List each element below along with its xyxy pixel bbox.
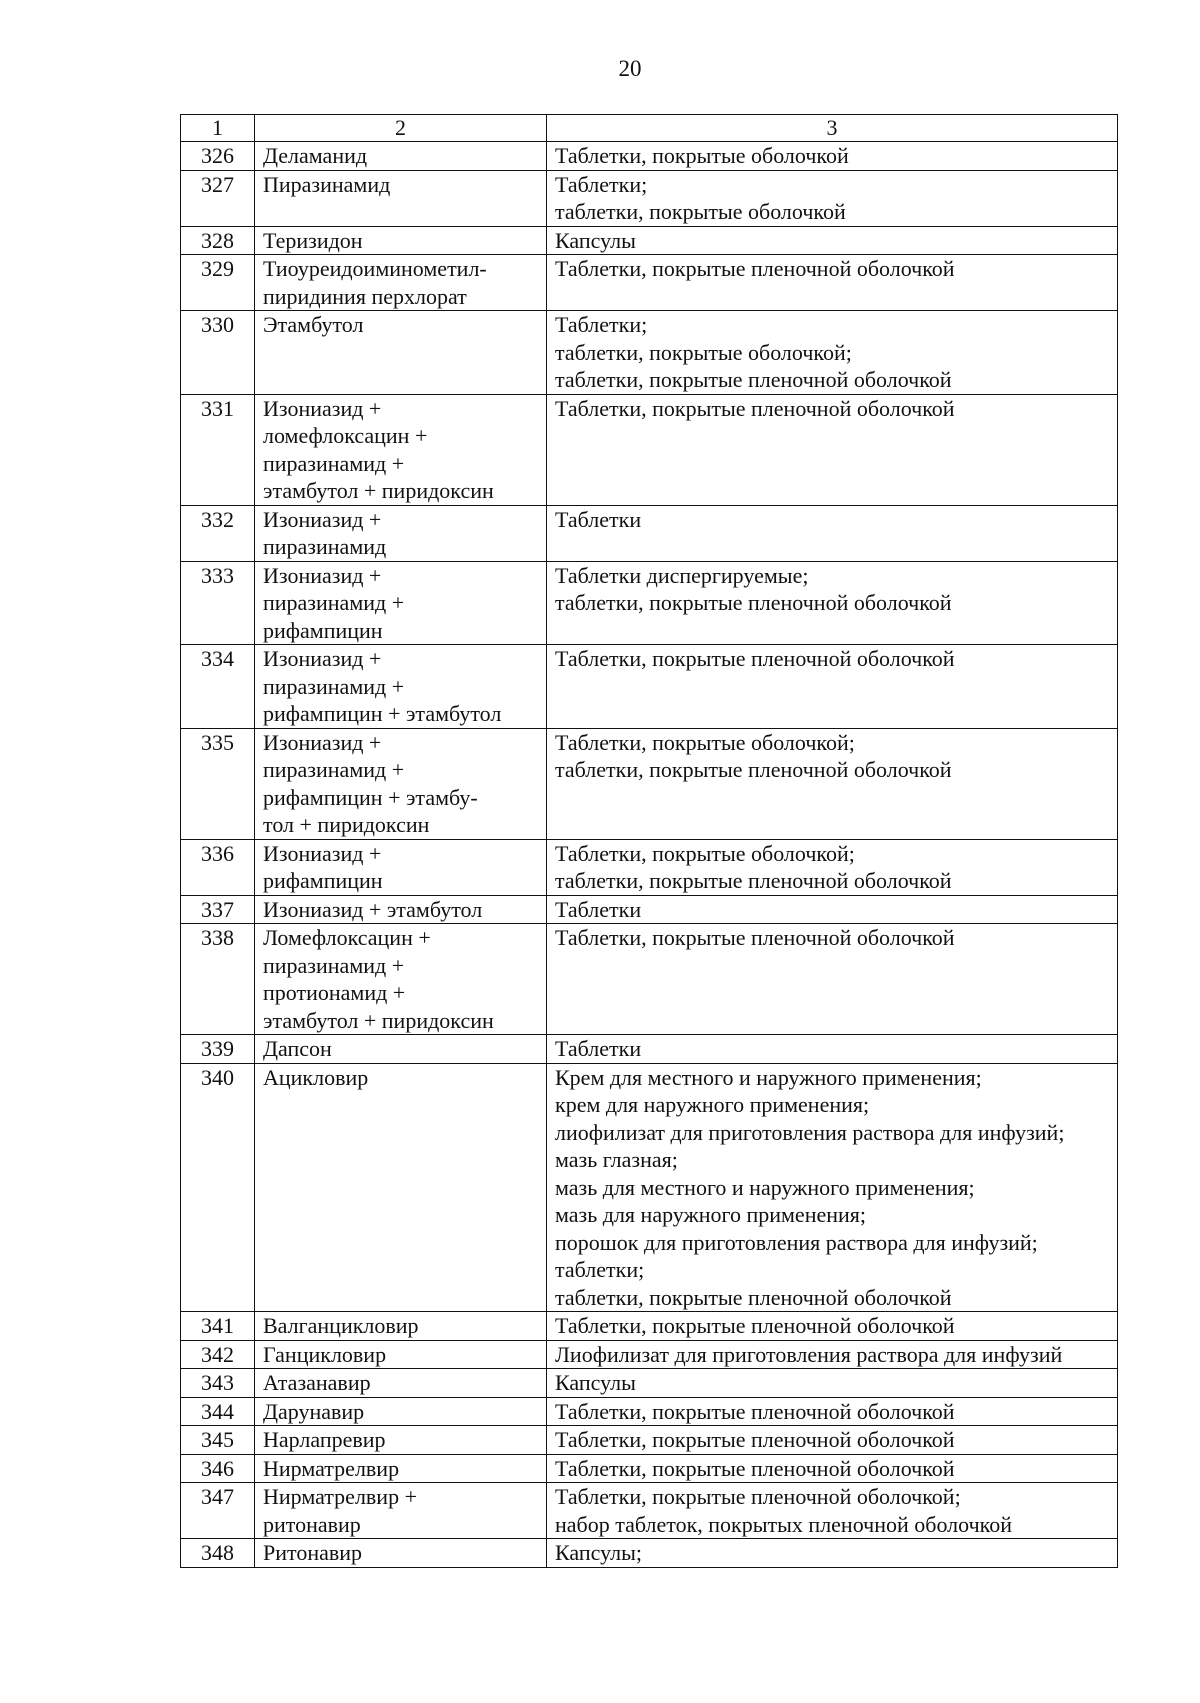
- dosage-form-line: таблетки, покрытые пленочной оболочкой: [555, 1284, 952, 1310]
- dosage-form-line: Таблетки, покрытые пленочной оболочкой: [555, 256, 955, 281]
- dosage-form-cell: [547, 924, 1118, 1035]
- drug-name-line: Ломефлоксацин +: [263, 925, 431, 950]
- dosage-form-line: Таблетки диспергируемые;: [555, 562, 809, 588]
- dosage-form-cell: [547, 1483, 1118, 1539]
- dosage-form-cell: [547, 1397, 1118, 1426]
- drug-name-line: Теризидон: [263, 227, 363, 253]
- drug-name-cell: [255, 311, 547, 395]
- drug-name-line: Тиоуреидоиминометил-: [263, 256, 487, 281]
- drug-name-line: Пиразинамид: [263, 171, 391, 197]
- drug-name-cell: [255, 1426, 547, 1455]
- dosage-form-line: мазь для местного и наружного применения;: [555, 1174, 975, 1200]
- drug-name-line: пиразинамид: [263, 534, 387, 559]
- dosage-form-cell: [547, 561, 1118, 645]
- dosage-form-line: крем для наружного применения;: [555, 1092, 870, 1117]
- table-row: [181, 1369, 1118, 1398]
- dosage-form-line: Капсулы: [555, 1370, 636, 1395]
- dosage-form-line: мазь глазная;: [555, 1147, 678, 1172]
- drug-name-cell: [255, 895, 547, 924]
- drug-name-cell: [255, 170, 547, 226]
- dosage-form-cell: [547, 728, 1118, 839]
- dosage-form-line: Капсулы;: [555, 1540, 643, 1565]
- dosage-form-line: таблетки;: [555, 1257, 645, 1282]
- drug-name-cell: [255, 645, 547, 729]
- table-row: [181, 895, 1118, 924]
- drug-name-line: ритонавир: [263, 1511, 361, 1537]
- table-row: [181, 170, 1118, 226]
- dosage-form-cell: [547, 1063, 1118, 1312]
- row-number: 342: [181, 1340, 255, 1369]
- drug-name-cell: [255, 1539, 547, 1568]
- dosage-form-line: Крем для местного и наружного применения;: [555, 1064, 982, 1090]
- drug-name-line: пиразинамид +: [263, 757, 405, 782]
- row-number: 337: [181, 895, 255, 924]
- drug-name-line: пиразинамид +: [263, 673, 405, 699]
- table-row: [181, 255, 1118, 311]
- column-header-1: 1: [181, 115, 255, 142]
- dosage-form-cell: [547, 839, 1118, 895]
- row-number: 335: [181, 728, 255, 839]
- dosage-form-line: набор таблеток, покрытых пленочной оболочкой: [555, 1511, 1012, 1537]
- dosage-form-line: Таблетки, покрытые пленочной оболочкой: [555, 646, 955, 671]
- drug-name-cell: [255, 394, 547, 505]
- dosage-form-line: Таблетки, покрытые оболочкой;: [555, 840, 855, 866]
- drug-name-line: рифампицин: [263, 868, 383, 893]
- drug-name-line: Ритонавир: [263, 1540, 363, 1565]
- dosage-form-line: таблетки, покрытые пленочной оболочкой: [555, 868, 952, 893]
- drug-name-cell: [255, 1369, 547, 1398]
- table-header-row: [181, 115, 1118, 142]
- drug-name-line: Изониазид +: [263, 729, 382, 755]
- drug-name-cell: [255, 924, 547, 1035]
- dosage-form-line: Таблетки: [555, 506, 642, 532]
- drug-name-cell: [255, 1483, 547, 1539]
- dosage-form-cell: [547, 394, 1118, 505]
- dosage-form-line: лиофилизат для приготовления раствора для инфузий;: [555, 1119, 1065, 1145]
- dosage-form-line: таблетки, покрытые пленочной оболочкой: [555, 590, 952, 615]
- dosage-form-cell: [547, 645, 1118, 729]
- row-number: 341: [181, 1312, 255, 1341]
- drug-name-line: пиразинамид +: [263, 952, 405, 978]
- drug-name-line: Изониазид +: [263, 562, 382, 588]
- drug-name-line: рифампицин + этамбутол: [263, 701, 502, 726]
- row-number: 328: [181, 226, 255, 255]
- drug-name-line: Изониазид +: [263, 506, 382, 532]
- drug-table: [180, 114, 1118, 1568]
- row-number: 343: [181, 1369, 255, 1398]
- drug-name-line: тол + пиридоксин: [263, 812, 430, 837]
- drug-name-line: Нарлапревир: [263, 1427, 386, 1452]
- dosage-form-cell: [547, 1454, 1118, 1483]
- drug-name-line: Изониазид +: [263, 395, 382, 421]
- drug-name-line: протионамид +: [263, 980, 406, 1005]
- dosage-form-line: Таблетки;: [555, 171, 648, 197]
- page-number: 20: [618, 56, 642, 81]
- column-header-3: 3: [547, 115, 1118, 142]
- row-number: 348: [181, 1539, 255, 1568]
- row-number: 326: [181, 142, 255, 171]
- drug-name-cell: [255, 1312, 547, 1341]
- drug-name-cell: [255, 1063, 547, 1312]
- row-number: 340: [181, 1063, 255, 1312]
- table-row: [181, 394, 1118, 505]
- table-row: [181, 1063, 1118, 1312]
- drug-name-line: Валганцикловир: [263, 1313, 419, 1338]
- drug-name-line: этамбутол + пиридоксин: [263, 478, 494, 503]
- drug-name-cell: [255, 142, 547, 171]
- row-number: 339: [181, 1035, 255, 1064]
- row-number: 345: [181, 1426, 255, 1455]
- column-header-2: 2: [255, 115, 547, 142]
- dosage-form-line: порошок для приготовления раствора для инфузий;: [555, 1229, 1038, 1255]
- table-row: [181, 839, 1118, 895]
- drug-name-line: пиразинамид +: [263, 590, 405, 615]
- drug-name-line: Изониазид +: [263, 840, 382, 866]
- table-row: [181, 1312, 1118, 1341]
- dosage-form-line: таблетки, покрытые оболочкой;: [555, 339, 852, 365]
- table-row: [181, 505, 1118, 561]
- drug-name-cell: [255, 1454, 547, 1483]
- dosage-form-line: таблетки, покрытые оболочкой: [555, 199, 846, 224]
- drug-name-cell: [255, 255, 547, 311]
- dosage-form-line: Таблетки, покрытые пленочной оболочкой: [555, 395, 955, 421]
- dosage-form-cell: [547, 1035, 1118, 1064]
- row-number: 336: [181, 839, 255, 895]
- table-row: [181, 1483, 1118, 1539]
- drug-name-line: этамбутол + пиридоксин: [263, 1007, 494, 1033]
- dosage-form-line: Таблетки, покрытые оболочкой: [555, 143, 849, 168]
- dosage-form-cell: [547, 1312, 1118, 1341]
- table-row: [181, 226, 1118, 255]
- dosage-form-line: Таблетки, покрытые пленочной оболочкой: [555, 1427, 955, 1452]
- drug-name-cell: [255, 839, 547, 895]
- table-row: [181, 645, 1118, 729]
- drug-name-line: Дарунавир: [263, 1398, 365, 1424]
- drug-name-line: Ганцикловир: [263, 1341, 387, 1367]
- dosage-form-cell: [547, 1340, 1118, 1369]
- row-number: 327: [181, 170, 255, 226]
- drug-name-line: Дапсон: [263, 1036, 332, 1061]
- row-number: 347: [181, 1483, 255, 1539]
- table-body: [181, 142, 1118, 1568]
- dosage-form-line: таблетки, покрытые пленочной оболочкой: [555, 367, 952, 392]
- drug-name-cell: [255, 226, 547, 255]
- dosage-form-line: Таблетки, покрытые пленочной оболочкой: [555, 1398, 955, 1424]
- drug-name-line: рифампицин + этамбу-: [263, 784, 478, 810]
- dosage-form-line: Таблетки, покрытые пленочной оболочкой: [555, 1313, 955, 1338]
- dosage-form-cell: [547, 311, 1118, 395]
- dosage-form-line: мазь для наружного применения;: [555, 1202, 867, 1227]
- row-number: 331: [181, 394, 255, 505]
- dosage-form-cell: [547, 170, 1118, 226]
- drug-name-cell: [255, 505, 547, 561]
- table-row: [181, 1035, 1118, 1064]
- table-row: [181, 142, 1118, 171]
- dosage-form-cell: [547, 1539, 1118, 1568]
- drug-name-line: пиразинамид +: [263, 450, 405, 476]
- dosage-form-line: таблетки, покрытые пленочной оболочкой: [555, 757, 952, 782]
- table-row: [181, 1426, 1118, 1455]
- dosage-form-line: Таблетки, покрытые пленочной оболочкой: [555, 925, 955, 950]
- dosage-form-line: Лиофилизат для приготовления раствора для инфузий: [555, 1341, 1063, 1367]
- row-number: 332: [181, 505, 255, 561]
- drug-name-line: Деламанид: [263, 143, 368, 168]
- table-row: [181, 1454, 1118, 1483]
- drug-name-line: Нирматрелвир +: [263, 1484, 417, 1509]
- row-number: 346: [181, 1454, 255, 1483]
- table-row: [181, 924, 1118, 1035]
- drug-name-line: Этамбутол: [263, 312, 364, 337]
- table-row: [181, 1340, 1118, 1369]
- drug-name-cell: [255, 1035, 547, 1064]
- dosage-form-line: Таблетки, покрытые оболочкой;: [555, 729, 855, 755]
- drug-name-line: пиридиния перхлорат: [263, 283, 467, 309]
- row-number: 334: [181, 645, 255, 729]
- dosage-form-cell: [547, 505, 1118, 561]
- drug-name-cell: [255, 1340, 547, 1369]
- drug-name-line: Изониазид + этамбутол: [263, 896, 483, 922]
- dosage-form-line: Таблетки, покрытые пленочной оболочкой: [555, 1455, 955, 1481]
- drug-name-cell: [255, 561, 547, 645]
- dosage-form-cell: [547, 142, 1118, 171]
- dosage-form-line: Таблетки, покрытые пленочной оболочкой;: [555, 1484, 961, 1509]
- table-row: [181, 1539, 1118, 1568]
- row-number: 344: [181, 1397, 255, 1426]
- dosage-form-cell: [547, 255, 1118, 311]
- drug-name-cell: [255, 1397, 547, 1426]
- drug-name-line: ломефлоксацин +: [263, 423, 428, 448]
- dosage-form-cell: [547, 226, 1118, 255]
- row-number: 329: [181, 255, 255, 311]
- drug-name-line: Нирматрелвир: [263, 1455, 400, 1481]
- table-row: [181, 311, 1118, 395]
- drug-name-line: рифампицин: [263, 617, 383, 643]
- dosage-form-cell: [547, 1369, 1118, 1398]
- drug-name-line: Атазанавир: [263, 1370, 371, 1395]
- dosage-form-line: Таблетки: [555, 1036, 642, 1061]
- dosage-form-line: Капсулы: [555, 227, 636, 253]
- row-number: 330: [181, 311, 255, 395]
- table-row: [181, 1397, 1118, 1426]
- dosage-form-cell: [547, 1426, 1118, 1455]
- dosage-form-cell: [547, 895, 1118, 924]
- drug-name-line: Ацикловир: [263, 1064, 369, 1090]
- row-number: 338: [181, 924, 255, 1035]
- table-row: [181, 728, 1118, 839]
- table-row: [181, 561, 1118, 645]
- drug-name-line: Изониазид +: [263, 646, 382, 671]
- drug-name-cell: [255, 728, 547, 839]
- dosage-form-line: Таблетки;: [555, 312, 648, 337]
- row-number: 333: [181, 561, 255, 645]
- dosage-form-line: Таблетки: [555, 896, 642, 922]
